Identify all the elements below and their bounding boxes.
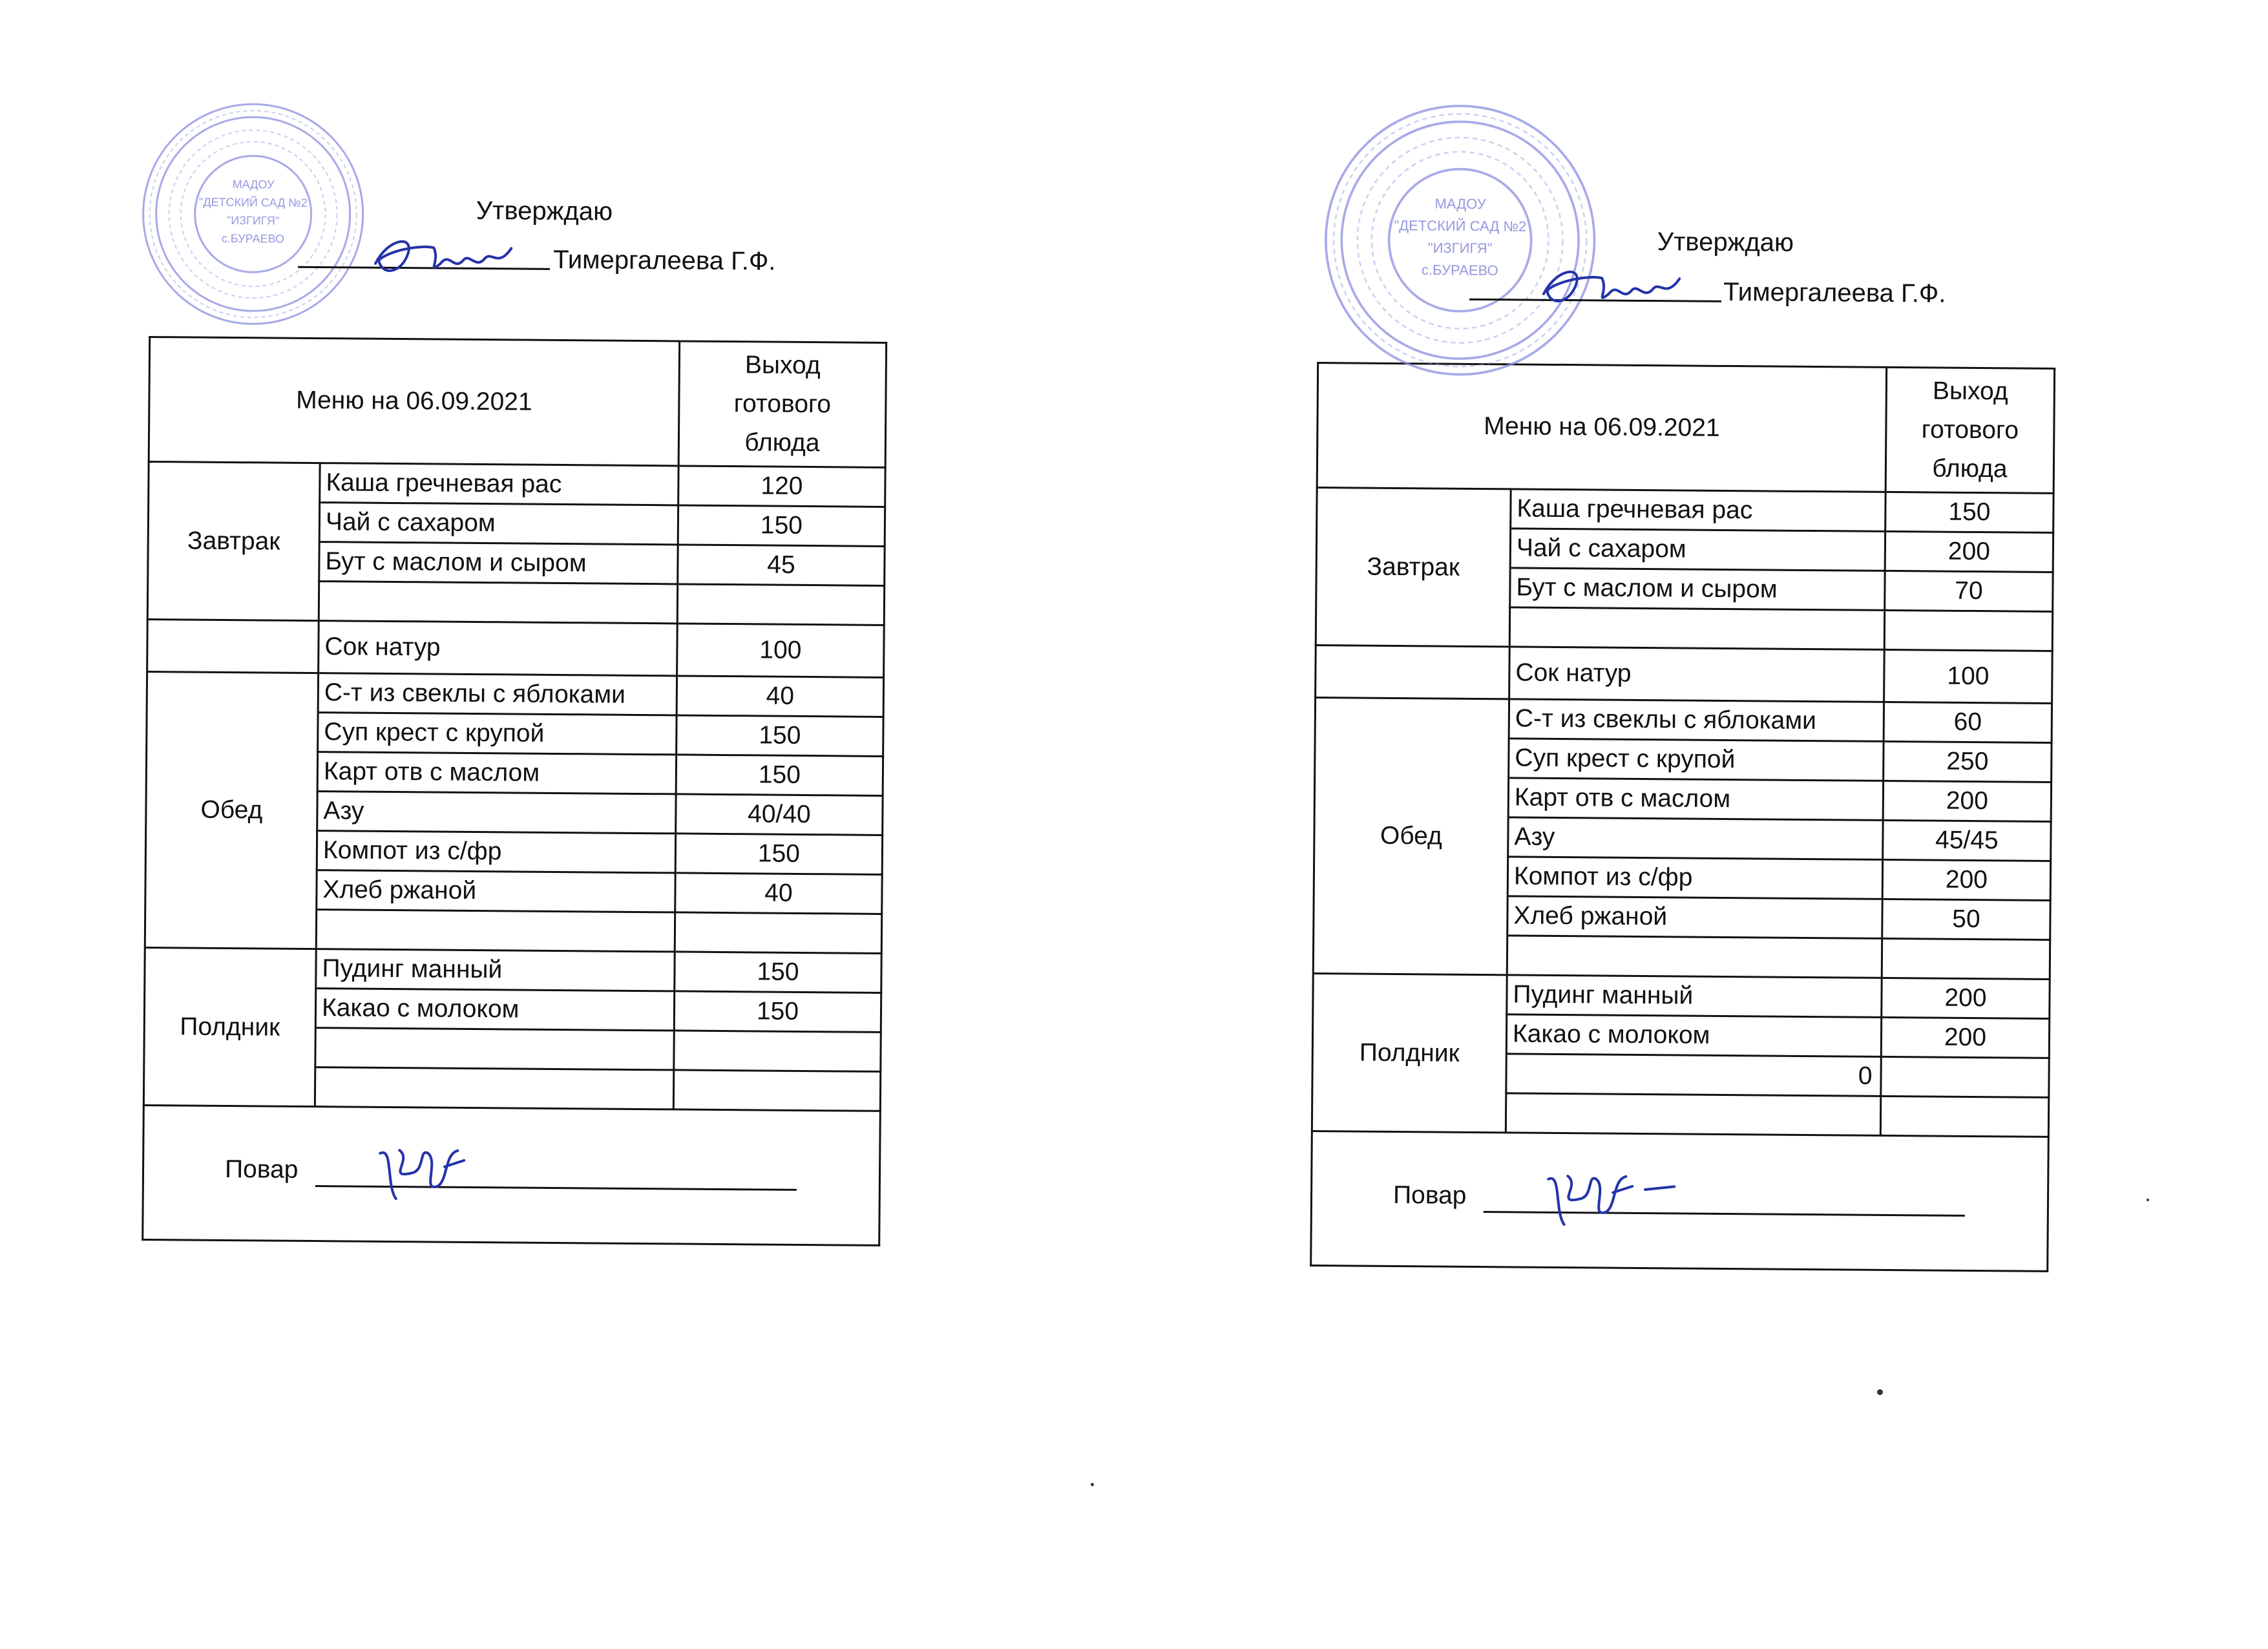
cook-signature — [367, 1134, 484, 1212]
dish-output: 50 — [1882, 899, 2050, 940]
meal-label-lunch: Обед — [1313, 697, 1509, 974]
dish-output: 150 — [675, 952, 881, 993]
svg-text:"ДЕТСКИЙ САД №2: "ДЕТСКИЙ САД №2 — [198, 195, 308, 209]
menu-table — [142, 336, 887, 1246]
approval-block — [1317, 213, 2055, 368]
dish-output: 45 — [678, 545, 885, 586]
cook-signature-cell — [1311, 1131, 2049, 1271]
approve-label: Утверждаю — [1657, 227, 1794, 257]
scan-speck — [1877, 1389, 1883, 1395]
meal-label-afternoon: Полдник — [143, 947, 316, 1106]
dish-output: 200 — [1885, 531, 2053, 572]
extra-value-cell: 0 — [1506, 1054, 1881, 1097]
dish-name: Какао с молоком — [315, 989, 674, 1031]
dish-name: Компот из с/фр — [1507, 857, 1882, 899]
output-header: Выход готового блюда — [678, 341, 887, 468]
svg-text:МАДОУ: МАДОУ — [1434, 195, 1486, 213]
empty-cell — [147, 619, 319, 673]
dish-output: 70 — [1885, 571, 2053, 611]
approve-label: Утверждаю — [476, 196, 613, 226]
empty-cell — [1884, 610, 2052, 651]
meal-label-afternoon: Полдник — [1312, 973, 1507, 1132]
cook-label: Повар — [1392, 1181, 1467, 1210]
director-signature — [362, 225, 531, 291]
empty-cell — [1880, 1096, 2048, 1137]
dish-name: Карт отв с маслом — [317, 752, 676, 794]
dish-output: 100 — [677, 624, 885, 678]
dish-output: 150 — [675, 834, 882, 875]
menu-title: Меню на 06.09.2021 — [149, 337, 679, 466]
dish-output: 200 — [1882, 978, 2050, 1018]
dish-name: Хлеб ржаной — [1507, 896, 1882, 939]
empty-cell — [1881, 1056, 2049, 1097]
dish-output: 150 — [678, 505, 885, 547]
dish-name: Сок натур — [1509, 647, 1885, 702]
dish-output: 100 — [1884, 649, 2053, 703]
table-row — [1313, 973, 2050, 1018]
cook-signature — [1535, 1160, 1691, 1239]
table-row — [147, 619, 885, 677]
dish-output: 40 — [675, 873, 882, 914]
empty-cell — [315, 1028, 674, 1070]
dish-name: Сок натур — [319, 621, 678, 676]
empty-cell — [674, 1031, 881, 1072]
dish-name: Какао с молоком — [1506, 1014, 1881, 1057]
menu-sheet-right — [1310, 195, 2055, 1272]
dish-output: 150 — [1885, 492, 2053, 532]
empty-cell — [1506, 1093, 1880, 1136]
dish-output: 60 — [1884, 702, 2052, 742]
empty-cell — [319, 582, 677, 624]
dish-name: Бут с маслом и сыром — [319, 542, 678, 584]
empty-cell — [677, 584, 884, 625]
dish-name: Суп крест с крупой — [318, 713, 677, 755]
dish-name: Бут с маслом и сыром — [1510, 568, 1885, 611]
director-signature — [1531, 255, 1699, 321]
svg-text:МАДОУ: МАДОУ — [232, 178, 275, 191]
dish-output: 150 — [674, 991, 881, 1033]
scan-speck — [2147, 1199, 2149, 1201]
dish-name: Каша гречневая рас — [320, 463, 678, 505]
svg-text:"ИЗГИГЯ": "ИЗГИГЯ" — [1427, 239, 1493, 257]
dish-name: С-т из свеклы с яблоками — [318, 673, 677, 715]
svg-text:"ДЕТСКИЙ САД №2: "ДЕТСКИЙ САД №2 — [1394, 217, 1527, 235]
empty-cell — [1509, 607, 1884, 650]
approver-name: Тимергалеева Г.Ф. — [1723, 277, 1946, 308]
empty-cell — [315, 1067, 673, 1109]
dish-output: 120 — [678, 466, 885, 507]
dish-name: Чай с сахаром — [319, 503, 678, 545]
empty-cell — [673, 1070, 880, 1111]
dish-output: 45/45 — [1883, 820, 2051, 861]
dish-name: Пудинг манный — [316, 949, 675, 991]
svg-text:"ИЗГИГЯ": "ИЗГИГЯ" — [226, 213, 280, 227]
table-row — [149, 461, 885, 507]
dish-output: 40 — [677, 676, 883, 717]
table-row — [1317, 487, 2053, 532]
empty-cell — [316, 910, 675, 952]
dish-output: 150 — [676, 755, 883, 796]
dish-name: Компот из с/фр — [317, 831, 675, 873]
menu-sheet-left — [142, 178, 887, 1246]
cook-label: Повар — [224, 1155, 299, 1184]
approver-name: Тимергалеева Г.Ф. — [552, 245, 776, 276]
dish-name: Карт отв с маслом — [1508, 778, 1883, 821]
empty-cell — [1882, 938, 2050, 979]
table-row — [145, 947, 881, 993]
menu-title: Меню на 06.09.2021 — [1317, 363, 1886, 492]
dish-name: Чай с сахаром — [1510, 529, 1885, 571]
dish-name: Азу — [317, 792, 676, 834]
menu-table — [1310, 362, 2055, 1272]
output-header: Выход готового блюда — [1885, 367, 2055, 493]
empty-cell — [675, 912, 881, 954]
dish-output: 150 — [677, 715, 883, 757]
dish-name: Суп крест с крупой — [1509, 739, 1884, 781]
scan-speck — [1091, 1483, 1094, 1486]
meal-label-lunch: Обед — [145, 671, 318, 949]
dish-name: Каша гречневая рас — [1511, 489, 1885, 532]
svg-text:с.БУРАЕВО: с.БУРАЕВО — [1421, 262, 1498, 278]
cook-signature-cell — [143, 1105, 881, 1245]
meal-label-breakfast: Завтрак — [1316, 487, 1511, 646]
table-row — [1316, 645, 2053, 703]
empty-cell — [1316, 645, 1510, 698]
empty-cell — [1507, 936, 1882, 978]
dish-name: С-т из свеклы с яблоками — [1509, 699, 1884, 742]
dish-output: 200 — [1882, 859, 2050, 900]
svg-text:с.БУРАЕВО: с.БУРАЕВО — [221, 231, 284, 246]
meal-label-breakfast: Завтрак — [147, 461, 320, 620]
dish-name: Пудинг манный — [1507, 975, 1882, 1018]
approval-block — [149, 187, 887, 342]
dish-name: Хлеб ржаной — [317, 870, 675, 912]
table-row — [147, 671, 883, 717]
dish-output: 250 — [1884, 741, 2052, 782]
dish-output: 200 — [1881, 1017, 2049, 1058]
dish-output: 40/40 — [676, 794, 883, 835]
dish-output: 200 — [1883, 781, 2051, 821]
table-row — [1315, 697, 2052, 742]
dish-name: Азу — [1508, 817, 1883, 860]
